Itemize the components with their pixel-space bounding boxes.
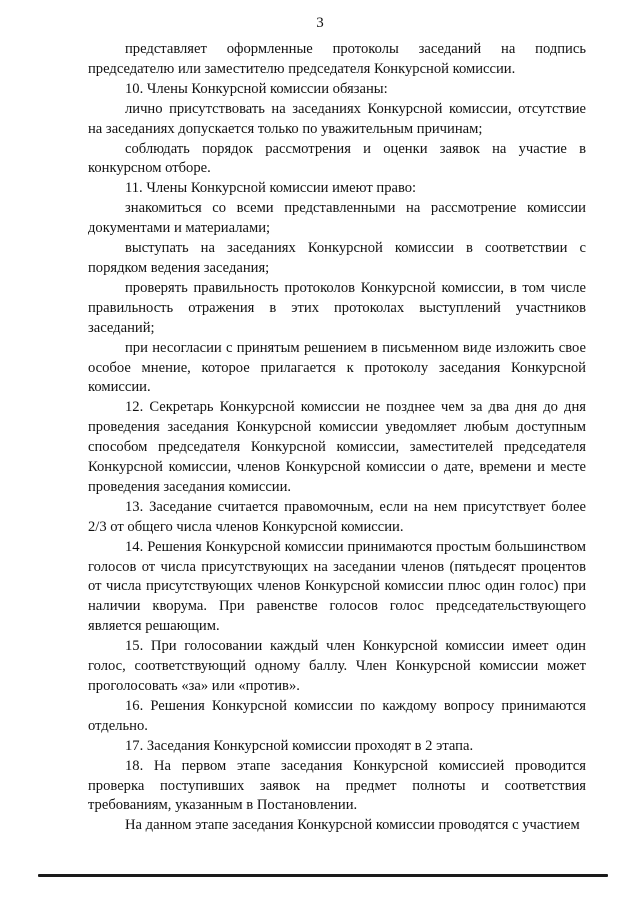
paragraph-item-16: 16. Решения Конкурсной комиссии по каждому вопросу принимаются отдельно. <box>88 697 586 734</box>
footer-divider <box>38 874 608 877</box>
paragraph-item-11-d: при несогласии с принятым решением в письменном виде изложить свое особое мнение, которое прилагается к протоколу заседания Конкурсной комиссии. <box>88 339 586 396</box>
paragraph-item-14: 14. Решения Конкурсной комиссии принимаются простым большинством голосов от числа присутствующих на заседании членов (пятьдесят процентов от числа присутствующих членов Конкурсной комиссии плюс один голос) при наличии кворума. При равенстве голосов голос председательствующего является решающим. <box>88 538 586 635</box>
paragraph-item-12: 12. Секретарь Конкурсной комиссии не позднее чем за два дня до дня проведения заседания Конкурсной комиссии уведомляет любым доступным способом председателя Конкурсной комиссии, заместителей председателя Конкурсной комиссии, членов Конкурсной комиссии о дате, времени и месте проведения заседания комиссии. <box>88 399 586 495</box>
paragraph-continuation: представляет оформленные протоколы заседаний на подпись председателю или заместителю председателя Конкурсной комиссии. <box>88 41 586 77</box>
paragraph-item-10: 10. Члены Конкурсной комиссии обязаны: <box>125 80 388 97</box>
paragraph-item-11-c: проверять правильность протоколов Конкурсной комиссии, в том числе правильность отражения в этих протоколах выступлений участников заседаний; <box>88 279 586 336</box>
paragraph-item-15: 15. При голосовании каждый член Конкурсной комиссии имеет один голос, соответствующий одному баллу. Член Конкурсной комиссии может проголосовать «за» или «против». <box>88 638 586 694</box>
paragraph-item-10-a: лично присутствовать на заседаниях Конкурсной комиссии, отсутствие на заседаниях допускается только по уважительным причинам; <box>88 100 586 137</box>
paragraph-item-11: 11. Члены Конкурсной комиссии имеют право: <box>125 180 417 197</box>
paragraph-item-11-a: знакомиться со всеми представленными на рассмотрение комиссии документами и материалами; <box>88 200 586 237</box>
paragraph-item-18-a: На данном этапе заседания Конкурсной комиссии проводятся с участием <box>125 817 580 834</box>
paragraph-item-17: 17. Заседания Конкурсной комиссии проходят в 2 этапа. <box>125 737 474 754</box>
paragraph-item-18: 18. На первом этапе заседания Конкурсной комиссией проводится проверка поступивших заявок на предмет полноты и соответствия требованиям, указанным в Постановлении. <box>88 757 586 814</box>
document-body <box>88 40 586 836</box>
page-number: 3 <box>316 15 324 31</box>
paragraph-item-13: 13. Заседание считается правомочным, если на нем присутствует более 2/3 от общего числа членов Конкурсной комиссии. <box>88 498 586 535</box>
paragraph-item-11-b: выступать на заседаниях Конкурсной комиссии в соответствии с порядком ведения заседания; <box>88 240 586 276</box>
paragraph-item-10-b: соблюдать порядок рассмотрения и оценки заявок на участие в конкурсном отборе. <box>88 140 586 177</box>
